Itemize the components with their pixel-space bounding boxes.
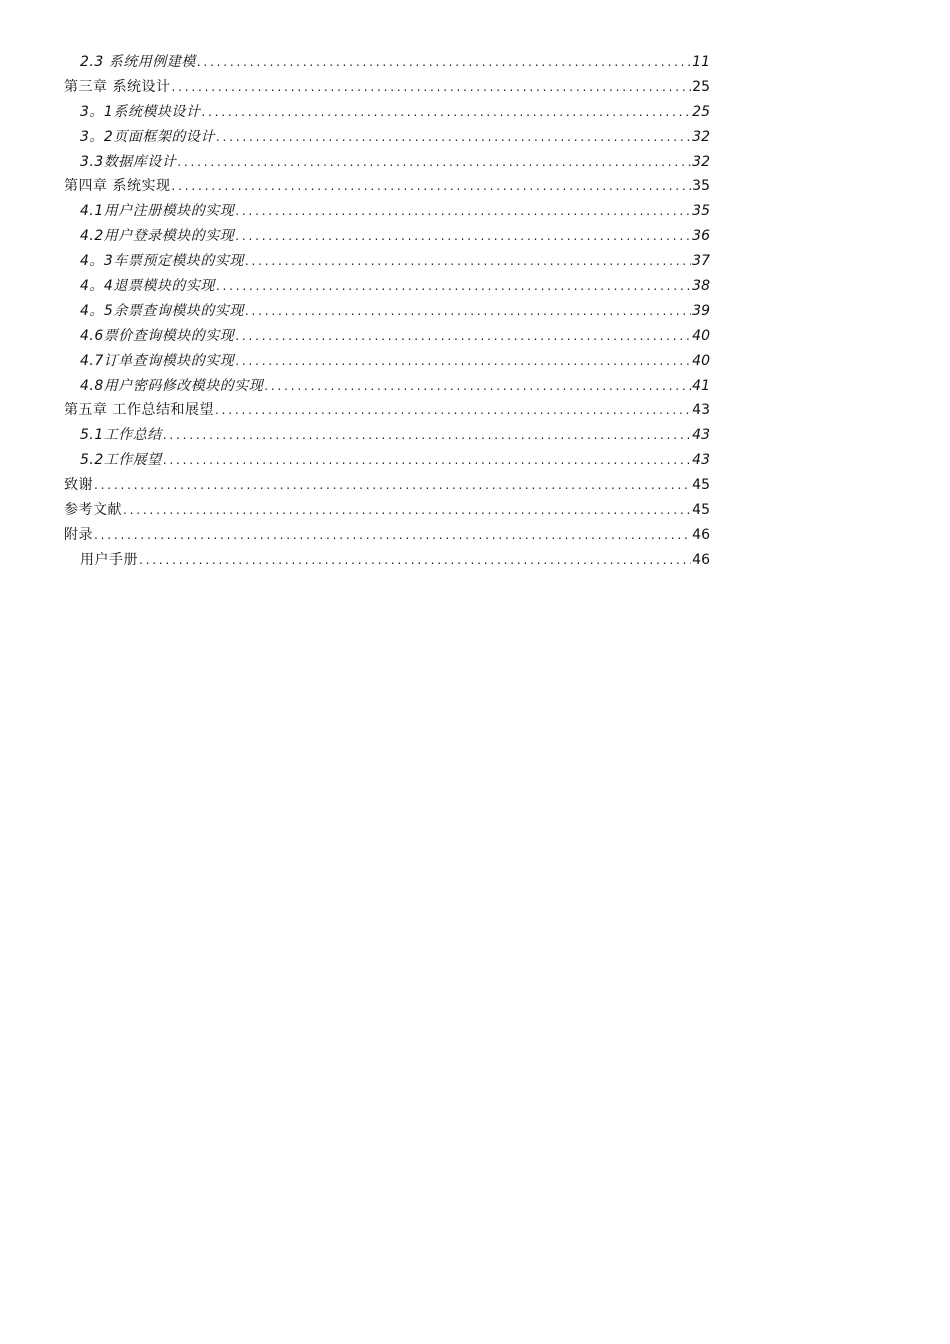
toc-entry-page-number: 32 <box>692 153 710 170</box>
toc-entry[interactable] <box>64 299 710 324</box>
toc-entry[interactable] <box>64 199 710 224</box>
toc-entry-title: 第四章 系统实现 <box>64 178 171 195</box>
dot-leader <box>235 324 691 349</box>
toc-entry[interactable] <box>64 150 710 175</box>
toc-entry[interactable] <box>64 274 710 299</box>
toc-entry-page-number: 46 <box>692 551 710 568</box>
toc-entry[interactable] <box>64 548 710 573</box>
toc-entry-title: 参考文献 <box>64 502 122 519</box>
toc-entry-page-number: 38 <box>692 278 710 295</box>
toc-entry-title: 4。4退票模块的实现 <box>80 278 215 295</box>
toc-entry-title: 第三章 系统设计 <box>64 78 171 95</box>
toc-entry-title: 3.3数据库设计 <box>80 153 177 170</box>
dot-leader <box>216 274 691 299</box>
toc-entry-title: 2.3 系统用例建模 <box>80 54 196 70</box>
toc-entry-page-number: 32 <box>692 128 710 145</box>
dot-leader <box>201 100 691 125</box>
toc-entry-title: 3。1系统模块设计 <box>80 103 201 120</box>
toc-entry-page-number: 25 <box>692 103 710 120</box>
toc-entry-title: 4.7订单查询模块的实现 <box>80 352 235 369</box>
toc-entry-page-number: 41 <box>692 377 710 394</box>
toc-entry[interactable] <box>64 249 710 274</box>
toc-entry[interactable] <box>64 324 710 349</box>
dot-leader <box>163 448 691 473</box>
toc-entry-page-number: 39 <box>692 302 710 319</box>
toc-entry[interactable] <box>64 349 710 374</box>
toc-entry-title: 5.2工作展望 <box>80 452 162 469</box>
dot-leader <box>171 75 691 100</box>
toc-entry-title: 致谢 <box>64 477 93 494</box>
toc-entry-page-number: 45 <box>692 477 710 494</box>
toc-entry-page-number: 40 <box>692 352 710 369</box>
toc-entry-title: 附录 <box>64 526 93 543</box>
dot-leader <box>177 150 691 175</box>
toc-entry-page-number: 43 <box>692 427 710 444</box>
dot-leader <box>139 548 691 573</box>
toc-entry[interactable] <box>64 398 710 423</box>
toc-entry[interactable] <box>64 75 710 100</box>
dot-leader <box>245 299 691 324</box>
toc-entry[interactable] <box>64 174 710 199</box>
toc-entry-page-number: 11 <box>692 54 710 70</box>
toc-entry-page-number: 43 <box>692 452 710 469</box>
toc-entry-title: 3。2页面框架的设计 <box>80 128 215 145</box>
toc-entry[interactable] <box>64 448 710 473</box>
dot-leader <box>94 523 691 548</box>
dot-leader <box>264 374 691 399</box>
dot-leader <box>215 398 691 423</box>
dot-leader <box>245 249 691 274</box>
toc-entry-page-number: 45 <box>692 502 710 519</box>
toc-entry-title: 4。3车票预定模块的实现 <box>80 253 244 270</box>
toc-entry-page-number: 46 <box>692 526 710 543</box>
toc-entry[interactable] <box>64 423 710 448</box>
toc-entry-page-number: 35 <box>692 178 710 195</box>
dot-leader <box>171 174 691 199</box>
toc-entry-title: 用户手册 <box>80 551 138 568</box>
dot-leader <box>235 199 691 224</box>
toc-entry-title: 4.2用户登录模块的实现 <box>80 228 235 245</box>
toc-entry-title: 4.8用户密码修改模块的实现 <box>80 377 264 394</box>
toc-entry[interactable] <box>64 50 710 75</box>
dot-leader <box>123 498 691 523</box>
toc-entry-title: 4.1用户注册模块的实现 <box>80 203 235 220</box>
dot-leader <box>235 224 691 249</box>
toc-entry[interactable] <box>64 125 710 150</box>
toc-entry-page-number: 36 <box>692 228 710 245</box>
toc-entry-title: 4.6票价查询模块的实现 <box>80 327 235 344</box>
toc-entry-title: 第五章 工作总结和展望 <box>64 402 214 419</box>
dot-leader <box>94 473 691 498</box>
toc-entry-page-number: 35 <box>692 203 710 220</box>
toc-entry-page-number: 37 <box>692 253 710 270</box>
toc-entry[interactable] <box>64 498 710 523</box>
toc-entry-page-number: 40 <box>692 327 710 344</box>
toc-entry-page-number: 43 <box>692 402 710 419</box>
dot-leader <box>216 125 691 150</box>
toc-entry[interactable] <box>64 224 710 249</box>
table-of-contents <box>64 50 710 573</box>
toc-entry[interactable] <box>64 100 710 125</box>
toc-entry[interactable] <box>64 523 710 548</box>
dot-leader <box>163 423 691 448</box>
dot-leader <box>235 349 691 374</box>
toc-entry-page-number: 25 <box>692 78 710 95</box>
toc-entry[interactable] <box>64 374 710 399</box>
toc-entry-title: 4。5余票查询模块的实现 <box>80 302 244 319</box>
dot-leader <box>197 50 691 75</box>
toc-entry[interactable] <box>64 473 710 498</box>
toc-entry-title: 5.1工作总结 <box>80 427 162 444</box>
